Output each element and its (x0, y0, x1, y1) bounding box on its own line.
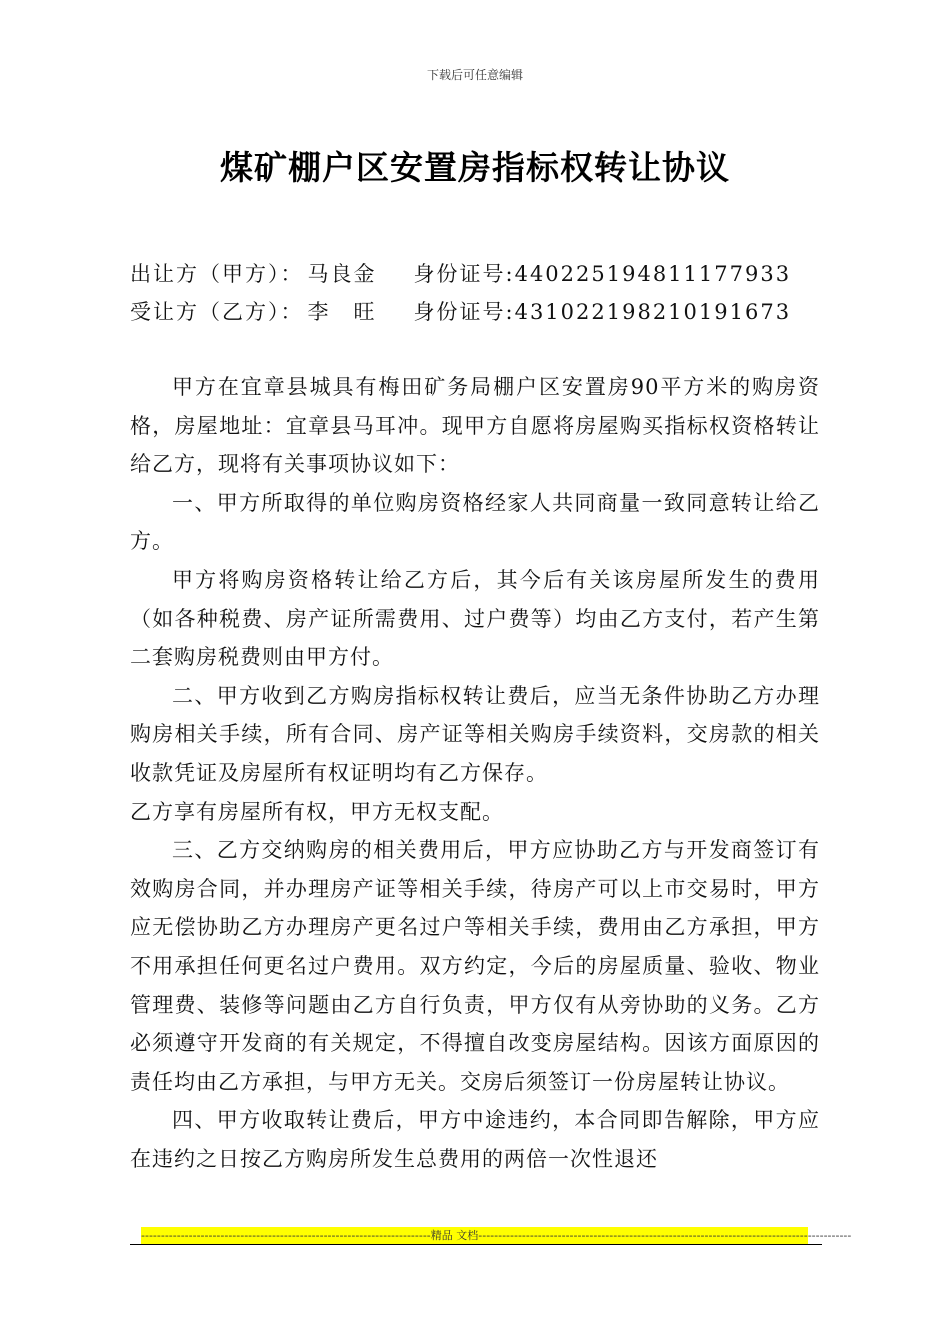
document-title: 煤矿棚户区安置房指标权转让协议 (220, 148, 730, 187)
agreement-body (130, 368, 820, 1178)
party-id-label: 身份证号: (413, 262, 515, 286)
paragraph-clause-3: 三、乙方交纳购房的相关费用后，甲方应协助乙方与开发商签订有效购房合同，并办理房产证等相关手续，待房产可以上市交易时，甲方应无偿协助乙方办理房产更名过户等相关手续，费用由乙方承担，甲方不用承担任何更名过户费用。双方约定，今后的房屋质量、验收、物业管理费、装修等问题由乙方自行负责，甲方仅有从旁协助的义务。乙方必须遵守开发商的有关规定，不得擅自改变房屋结构。因该方面原因的责任均由乙方承担，与甲方无关。交房后须签订一份房屋转让协议。 (130, 838, 820, 1094)
footer-rule (130, 1244, 822, 1245)
paragraph-clause-1: 一、甲方所取得的单位购房资格经家人共同商量一致同意转让给乙方。 (130, 490, 820, 554)
party-name: 李 旺 (307, 300, 377, 324)
party-id-number: 440225194811177933 (514, 262, 792, 286)
party-role: 出让方（甲方）： (130, 262, 304, 286)
party-role: 受让方（乙方）： (130, 300, 304, 324)
header-note: 下载后可任意编辑 (426, 68, 523, 82)
party-id-label: 身份证号: (413, 300, 515, 324)
party-buyer (130, 296, 791, 326)
party-id-number: 431022198210191673 (514, 300, 792, 324)
paragraph-intro: 甲方在宜章县城具有梅田矿务局棚户区安置房90平方米的购房资格，房屋地址：宜章县马耳冲。现甲方自愿将房屋购买指标权资格转让给乙方，现将有关事项协议如下： (130, 375, 820, 477)
paragraph-clause-2: 二、甲方收到乙方购房指标权转让费后，应当无条件协助乙方办理购房相关手续，所有合同、房产证等相关购房手续资料，交房款的相关收款凭证及房屋所有权证明均有乙方保存。 (130, 683, 820, 785)
footer-watermark-bar (141, 1227, 852, 1245)
paragraph-clause-1-detail: 甲方将购房资格转让给乙方后，其今后有关该房屋所发生的费用（如各种税费、房产证所需费用、过户费等）均由乙方支付，若产生第二套购房税费则由甲方付。 (130, 567, 820, 670)
footer-dashes-left: ------------------------------------------------------------------------- (141, 1229, 431, 1242)
party-name: 马良金 (307, 262, 377, 286)
footer-label: 精品 文档 (430, 1229, 479, 1242)
paragraph-clause-2-ownership: 乙方享有房屋所有权，甲方无权支配。 (130, 799, 504, 824)
footer-dashes-right: ---------------------------------------------------------------------------------------------- (478, 1229, 852, 1242)
party-seller (130, 258, 791, 288)
paragraph-clause-4: 四、甲方收取转让费后，甲方中途违约，本合同即告解除，甲方应在违约之日按乙方购房所发生总费用的两倍一次性退还 (130, 1108, 820, 1171)
